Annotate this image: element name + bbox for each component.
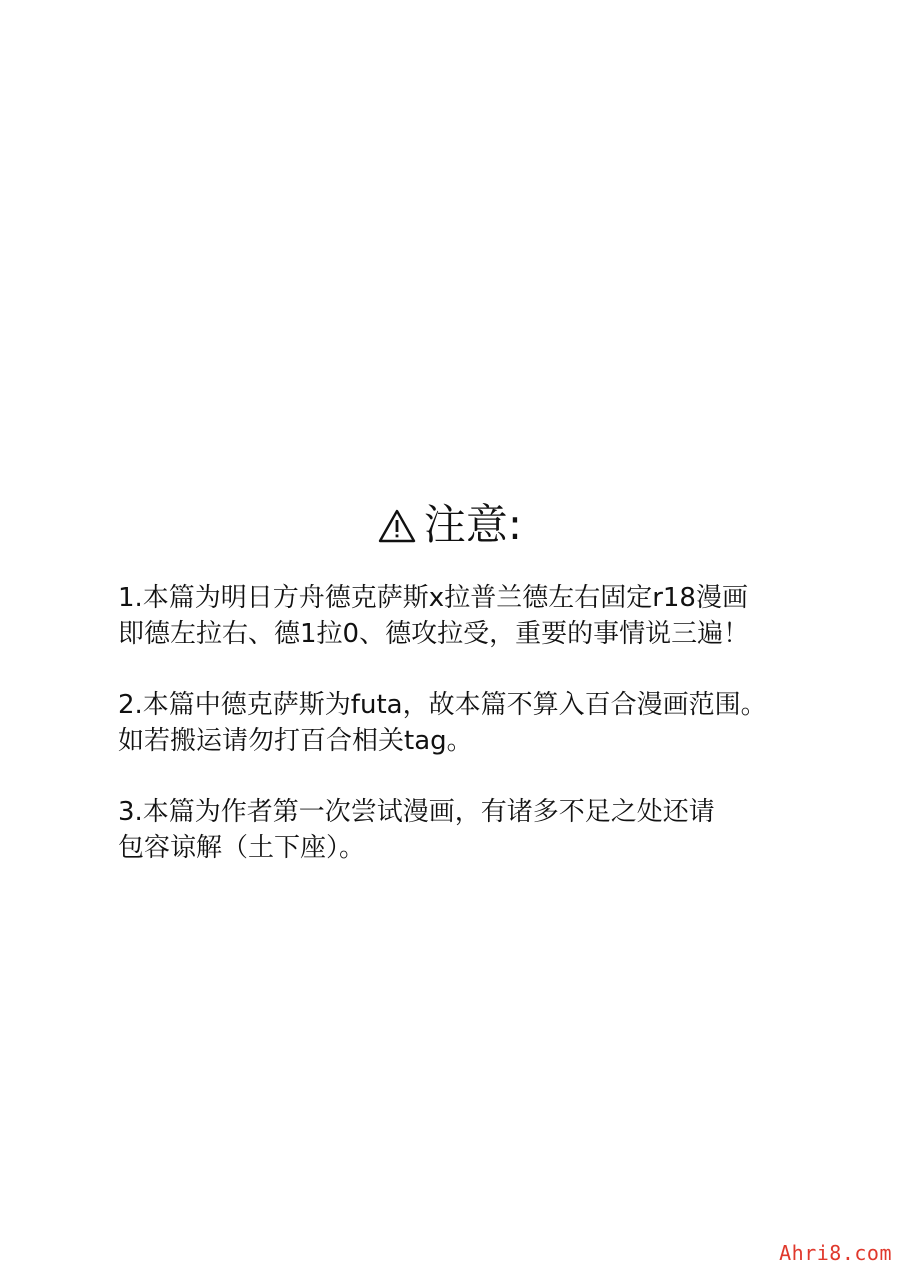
- notice-item-2-line-1: 2.本篇中德克萨斯为futa，故本篇不算入百合漫画范围。: [118, 690, 767, 720]
- notice-item-3-line-2: 包容谅解（土下座）。: [118, 833, 366, 863]
- notice-item-1-line-1: 1.本篇为明日方舟德克萨斯x拉普兰德左右固定r18漫画: [118, 583, 748, 613]
- notice-item-1-line-2: 即德左拉右、德1拉0、德攻拉受，重要的事情说三遍！: [118, 619, 750, 649]
- notice-item-2-line-2: 如若搬运请勿打百合相关tag。: [118, 726, 473, 756]
- site-watermark: Ahri8.com: [779, 1241, 892, 1265]
- notice-heading: [0, 497, 900, 557]
- notice-item-3-line-1: 3.本篇为作者第一次尝试漫画，有诸多不足之处还请: [118, 797, 715, 827]
- notice-item-1: [118, 580, 818, 652]
- notice-heading-text: 注意:: [423, 500, 523, 549]
- notice-item-2: [118, 687, 818, 759]
- warning-triangle-icon: [378, 501, 416, 557]
- notice-item-3: [118, 794, 818, 866]
